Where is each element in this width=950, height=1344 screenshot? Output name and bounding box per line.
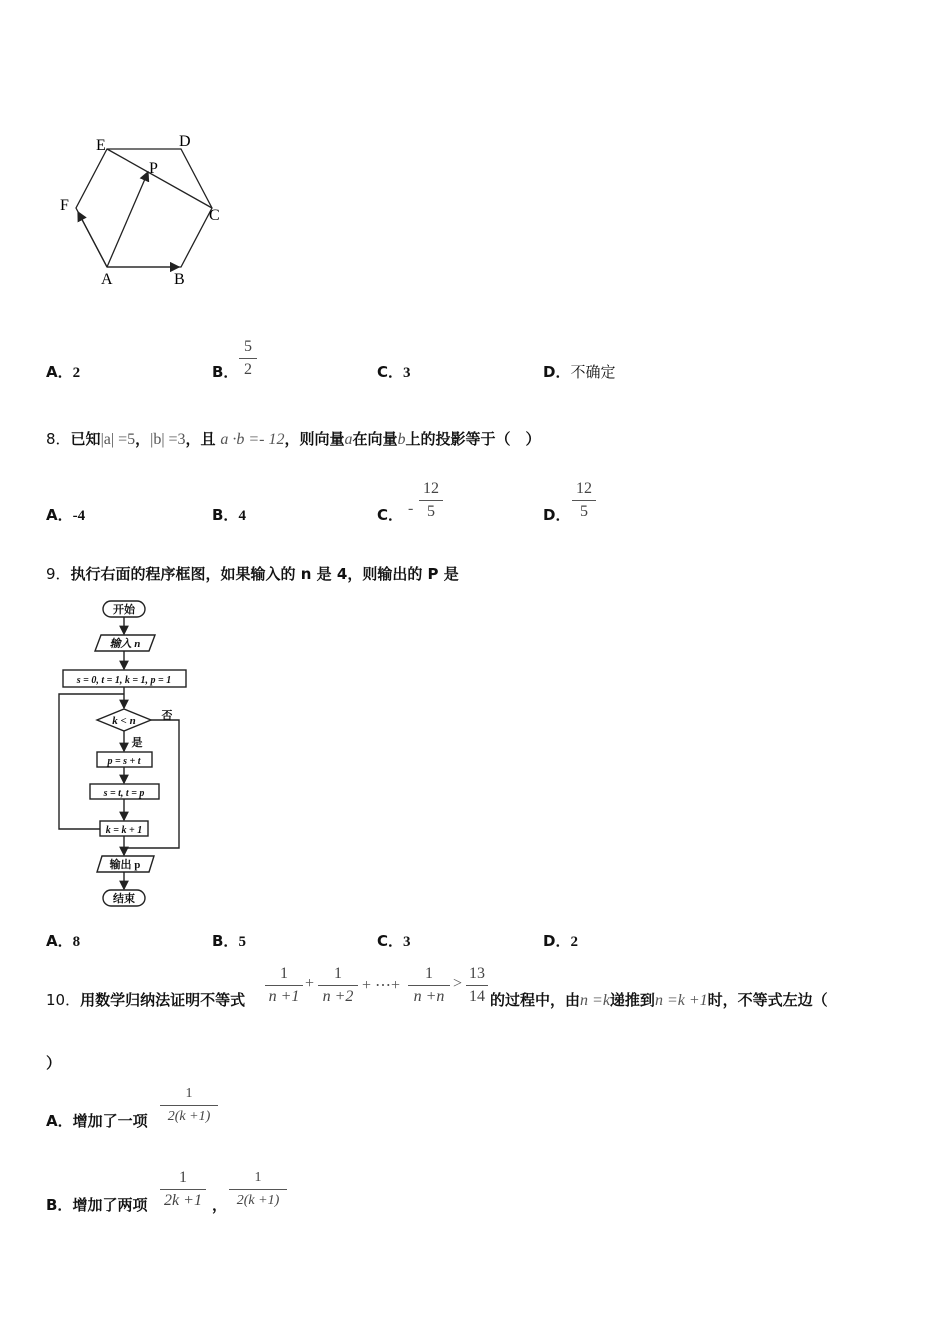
q8-option-c-letter[interactable]: C． bbox=[377, 506, 404, 524]
flow-step3-text: k = k + 1 bbox=[105, 825, 143, 836]
q10-option-b-fraction-1: 1 2k +1 bbox=[160, 1168, 206, 1211]
q8-option-d-letter[interactable]: D． bbox=[543, 506, 571, 524]
label-a: A bbox=[101, 271, 113, 288]
vector-af bbox=[78, 212, 107, 267]
q8-option-d-fraction: 12 5 bbox=[572, 479, 596, 522]
q8-option-c-fraction: 12 5 bbox=[419, 479, 443, 522]
q10-option-b-fraction-2: 1 2(k +1) bbox=[229, 1168, 287, 1211]
q10-close-paren: ） bbox=[46, 1054, 62, 1072]
label-e: E bbox=[96, 137, 106, 154]
flow-step1-text: p = s + t bbox=[107, 756, 141, 767]
q10-option-b-separator: ， bbox=[212, 1196, 228, 1214]
vector-ap bbox=[107, 172, 148, 267]
label-p: P bbox=[149, 160, 158, 177]
flow-input-text: 输入 n bbox=[109, 638, 141, 650]
q10-gt: > bbox=[453, 975, 463, 992]
q10-term-3: 1 n +n bbox=[408, 964, 450, 1007]
q10-term-rhs: 13 14 bbox=[466, 964, 488, 1007]
q9-option-a[interactable]: A．8 bbox=[46, 932, 81, 950]
q10-option-a-fraction: 1 2(k +1) bbox=[160, 1084, 218, 1127]
q7-option-a[interactable]: A．2 bbox=[46, 363, 81, 381]
flow-output-text: 输出 p bbox=[109, 859, 141, 871]
q7-option-b-fraction: 5 2 bbox=[239, 337, 257, 380]
q10-number: 10．用数学归纳法证明不等式 bbox=[46, 991, 246, 1009]
q8-stem: 8．已知|a| =5，|b| =3，且 a ·b =- 12，则向量a在向量b上的投影等于（ ） bbox=[46, 430, 541, 448]
flow-decision-text: k < n bbox=[112, 715, 136, 727]
q7-option-c[interactable]: C．3 bbox=[377, 363, 411, 381]
q9-stem: 9．执行右面的程序框图，如果输入的 n 是 4，则输出的 P 是 bbox=[46, 565, 459, 583]
label-b: B bbox=[174, 271, 185, 288]
q9-option-d[interactable]: D．2 bbox=[543, 932, 578, 950]
q9-option-b[interactable]: B．5 bbox=[212, 932, 246, 950]
flow-yes-label: 是 bbox=[131, 737, 143, 749]
label-d: D bbox=[179, 133, 191, 150]
hexagon-outline bbox=[76, 149, 212, 267]
q10-plus-1: + bbox=[305, 975, 315, 992]
flow-step2-text: s = t, t = p bbox=[103, 788, 145, 799]
flow-init-text: s = 0, t = 1, k = 1, p = 1 bbox=[76, 675, 172, 686]
q8-option-c-sign: - bbox=[408, 500, 414, 517]
label-f: F bbox=[60, 197, 69, 214]
q8-option-b[interactable]: B．4 bbox=[212, 506, 246, 524]
q10-option-b[interactable]: B．增加了两项 bbox=[46, 1196, 148, 1214]
flowchart bbox=[55, 598, 195, 913]
q10-term-2: 1 n +2 bbox=[318, 964, 358, 1007]
flow-end-text: 结束 bbox=[113, 893, 135, 905]
q10-dots: + ⋯+ bbox=[362, 977, 401, 994]
q10-stem-tail: 的过程中，由n =k递推到n =k +1时，不等式左边（ bbox=[490, 991, 828, 1009]
q10-option-a[interactable]: A．增加了一项 bbox=[46, 1112, 148, 1130]
flow-no-label: 否 bbox=[161, 710, 173, 722]
q9-option-c[interactable]: C．3 bbox=[377, 932, 411, 950]
hexagon-figure bbox=[55, 128, 235, 293]
q7-option-b-letter[interactable]: B． bbox=[212, 363, 239, 381]
q10-term-1: 1 n +1 bbox=[265, 964, 303, 1007]
q8-option-a[interactable]: A．-4 bbox=[46, 506, 86, 524]
q7-option-d[interactable]: D．不确定 bbox=[543, 363, 616, 381]
label-c: C bbox=[209, 207, 220, 224]
flow-start-text: 开始 bbox=[113, 604, 135, 616]
